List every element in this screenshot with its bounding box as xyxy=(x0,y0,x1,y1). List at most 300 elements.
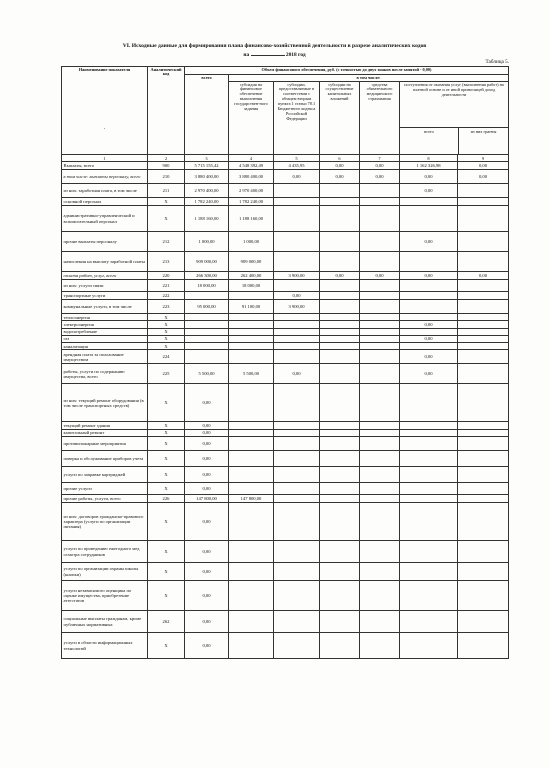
row-label: из них: текущий ремонт оборудования (в том числе транспортных средств) xyxy=(62,384,148,422)
row-value xyxy=(360,198,400,206)
subtitle-year: 2018 год xyxy=(285,52,306,58)
row-value xyxy=(400,429,458,436)
row-value xyxy=(458,503,509,541)
table-row xyxy=(62,280,509,292)
row-code: Х xyxy=(148,429,185,436)
row-value xyxy=(400,581,458,611)
row-value xyxy=(274,198,320,206)
row-value xyxy=(400,422,458,429)
table-row xyxy=(62,252,509,272)
row-value xyxy=(274,563,320,581)
row-value: 5 715 155,42 xyxy=(185,162,229,170)
header-col-6: субсидии на осуществление капитальных вложений xyxy=(320,82,360,155)
row-value xyxy=(320,184,360,198)
row-value xyxy=(458,541,509,563)
row-value xyxy=(274,343,320,350)
row-label: административно-управленческий и вспомогательный персонал xyxy=(62,206,148,232)
row-label: в том числе: выплаты персоналу, всего xyxy=(62,170,148,184)
row-value xyxy=(400,633,458,659)
row-code: 223 xyxy=(148,300,185,314)
row-value: 95 000,00 xyxy=(185,300,229,314)
row-code: 212 xyxy=(148,232,185,252)
row-code: 900 xyxy=(148,162,185,170)
row-value: 0,00 xyxy=(274,170,320,184)
row-label: прочие услуги xyxy=(62,483,148,495)
row-value: 0,00 xyxy=(185,541,229,563)
row-label: социальные выплаты гражданам, кроме публичных нормативных xyxy=(62,611,148,633)
row-value: 18 000,00 xyxy=(229,280,274,292)
row-label: услуги в области информационных технологий xyxy=(62,633,148,659)
row-value xyxy=(320,429,360,436)
row-code: Х xyxy=(148,206,185,232)
row-value xyxy=(320,541,360,563)
row-value xyxy=(400,541,458,563)
row-value xyxy=(400,483,458,495)
row-value xyxy=(274,321,320,328)
row-value xyxy=(229,437,274,451)
row-value xyxy=(274,611,320,633)
row-value xyxy=(320,292,360,300)
row-value: 0,00 xyxy=(185,611,229,633)
row-value xyxy=(360,252,400,272)
column-number-row xyxy=(62,155,509,162)
row-value xyxy=(229,328,274,335)
row-value xyxy=(360,611,400,633)
row-value xyxy=(185,292,229,300)
row-value xyxy=(458,429,509,436)
row-value xyxy=(185,350,229,364)
row-value xyxy=(274,206,320,232)
row-value: 18 000,00 xyxy=(185,280,229,292)
row-value xyxy=(458,252,509,272)
row-value: 0,00 xyxy=(458,170,509,184)
row-value xyxy=(458,335,509,342)
row-value xyxy=(458,467,509,483)
row-value xyxy=(400,437,458,451)
column-number: 9 xyxy=(458,155,509,162)
row-value xyxy=(320,563,360,581)
header-marker: - xyxy=(103,126,106,132)
row-value xyxy=(458,350,509,364)
row-code: 210 xyxy=(148,170,185,184)
row-code: Х xyxy=(148,321,185,328)
row-label: транспортные услуги xyxy=(62,292,148,300)
row-value xyxy=(360,335,400,342)
row-value xyxy=(274,335,320,342)
row-value xyxy=(458,611,509,633)
row-value xyxy=(229,343,274,350)
column-number: 1 xyxy=(62,155,148,162)
row-value xyxy=(360,429,400,436)
row-value xyxy=(400,198,458,206)
row-value xyxy=(360,321,400,328)
column-number: 7 xyxy=(360,155,400,162)
header-col-8-total: всего xyxy=(400,128,459,154)
row-value xyxy=(400,280,458,292)
header-volume: Объем финансового обеспечения, руб. (с точностью до двух знаков после запятой - 0,00) xyxy=(185,67,509,75)
row-value xyxy=(274,350,320,364)
row-value xyxy=(229,314,274,321)
row-label: водопотребление xyxy=(62,328,148,335)
row-value: 0,00 xyxy=(320,272,360,280)
column-number: 3 xyxy=(185,155,229,162)
row-label: прочие выплаты персоналу xyxy=(62,232,148,252)
row-value xyxy=(360,633,400,659)
table-row xyxy=(62,314,509,321)
row-value xyxy=(400,300,458,314)
table-row xyxy=(62,364,509,384)
row-value xyxy=(458,422,509,429)
row-label: Выплаты, всего xyxy=(62,162,148,170)
row-label: работы, услуги по содержанию имущества, всего xyxy=(62,364,148,384)
row-label: основной персонал xyxy=(62,198,148,206)
row-value xyxy=(229,611,274,633)
row-value xyxy=(229,503,274,541)
row-label: поверка и обслуживание приборов учета xyxy=(62,451,148,467)
column-number: 4 xyxy=(229,155,274,162)
row-label: электроэнергия xyxy=(62,321,148,328)
row-value: 0,00 xyxy=(274,292,320,300)
row-value xyxy=(458,437,509,451)
row-value xyxy=(400,503,458,541)
row-value xyxy=(274,437,320,451)
table-row xyxy=(62,563,509,581)
row-code: Х xyxy=(148,437,185,451)
row-code: Х xyxy=(148,328,185,335)
header-col-8-grants: из них гранты xyxy=(470,129,497,134)
row-value xyxy=(458,198,509,206)
row-value xyxy=(360,206,400,232)
row-value xyxy=(400,384,458,422)
row-code: Х xyxy=(148,633,185,659)
row-value xyxy=(229,541,274,563)
row-value xyxy=(400,314,458,321)
row-value: 3 880 400,00 xyxy=(229,170,274,184)
row-value: 0,00 xyxy=(360,272,400,280)
row-value xyxy=(274,503,320,541)
row-value xyxy=(360,483,400,495)
row-value xyxy=(458,343,509,350)
header-col-4: субсидия на финансовое обеспечение выполнения государствен-ного задания xyxy=(229,82,274,155)
row-code: Х xyxy=(148,198,185,206)
row-value xyxy=(274,280,320,292)
row-value xyxy=(229,335,274,342)
row-value xyxy=(458,581,509,611)
row-value xyxy=(360,495,400,503)
table-row xyxy=(62,170,509,184)
row-label: капитальный ремонт xyxy=(62,429,148,436)
row-value: 0,00 xyxy=(400,272,458,280)
table-row xyxy=(62,467,509,483)
row-label: газ xyxy=(62,335,148,342)
table-row xyxy=(62,483,509,495)
row-value xyxy=(458,633,509,659)
row-code: Х xyxy=(148,483,185,495)
row-value: 4 435,95 xyxy=(274,162,320,170)
row-value: 0,00 xyxy=(400,335,458,342)
row-value xyxy=(274,422,320,429)
row-value xyxy=(229,321,274,328)
row-label: коммунальные услуги, в том числе xyxy=(62,300,148,314)
table-row xyxy=(62,343,509,350)
row-value xyxy=(229,350,274,364)
row-code: Х xyxy=(148,541,185,563)
column-number: 5 xyxy=(274,155,320,162)
row-value xyxy=(229,581,274,611)
row-value: 0,00 xyxy=(360,170,400,184)
row-value: 0,00 xyxy=(400,364,458,384)
financial-table xyxy=(61,66,509,659)
row-value xyxy=(458,451,509,467)
row-value: 0,00 xyxy=(400,321,458,328)
row-value xyxy=(400,206,458,232)
row-label: услуги по организации охраны школы (кнопки) xyxy=(62,563,148,581)
row-value xyxy=(320,252,360,272)
row-value xyxy=(458,563,509,581)
table-row xyxy=(62,162,509,170)
table-row xyxy=(62,300,509,314)
table-row xyxy=(62,503,509,541)
row-value xyxy=(360,437,400,451)
row-value xyxy=(185,328,229,335)
row-value xyxy=(320,611,360,633)
row-value xyxy=(320,335,360,342)
row-label: теплоэнергия xyxy=(62,314,148,321)
row-value xyxy=(400,451,458,467)
row-value xyxy=(185,321,229,328)
row-value xyxy=(360,581,400,611)
row-value xyxy=(320,343,360,350)
row-value xyxy=(360,300,400,314)
row-value: 5 500,00 xyxy=(229,364,274,384)
row-value xyxy=(320,280,360,292)
row-value xyxy=(360,184,400,198)
row-value xyxy=(229,633,274,659)
table-row xyxy=(62,350,509,364)
row-code: Х xyxy=(148,451,185,467)
row-value: 0,00 xyxy=(320,170,360,184)
row-code: Х xyxy=(148,467,185,483)
document-title: VI. Исходные данные для формирования плана финансово-хозяйственной деятельности в разрезе аналитических кодов xyxy=(122,43,427,49)
row-code: Х xyxy=(148,422,185,429)
table-row xyxy=(62,451,509,467)
row-value xyxy=(458,321,509,328)
header-col-7: средства обязательного медицинского страхования xyxy=(360,82,400,155)
row-value xyxy=(274,581,320,611)
row-value xyxy=(458,292,509,300)
row-value xyxy=(458,280,509,292)
row-value: 1 000,00 xyxy=(185,232,229,252)
row-value: 0,00 xyxy=(274,364,320,384)
table-body xyxy=(62,162,509,659)
row-code: Х xyxy=(148,314,185,321)
table-row xyxy=(62,429,509,436)
row-value xyxy=(320,232,360,252)
table-row xyxy=(62,335,509,342)
row-label: оплата работ, услуг, всего xyxy=(62,272,148,280)
table-row xyxy=(62,206,509,232)
row-value: 1 000,00 xyxy=(229,232,274,252)
table-row xyxy=(62,232,509,252)
row-value xyxy=(320,198,360,206)
table-row xyxy=(62,321,509,328)
row-value xyxy=(274,252,320,272)
table-row xyxy=(62,581,509,611)
row-value: 0,00 xyxy=(400,184,458,198)
row-label: противопожарные мероприятия xyxy=(62,437,148,451)
row-label: услуги по проведению ежегодного мед осмотра сотрудников xyxy=(62,541,148,563)
row-code: 211 xyxy=(148,184,185,198)
row-value xyxy=(360,280,400,292)
row-value xyxy=(274,495,320,503)
row-value xyxy=(320,633,360,659)
row-value: 0,00 xyxy=(185,467,229,483)
row-value xyxy=(274,633,320,659)
row-code: Х xyxy=(148,563,185,581)
row-value: 4 548 392,49 xyxy=(229,162,274,170)
row-label: из них: договоров гражданско-правового характера (услуги по организации питания) xyxy=(62,503,148,541)
row-value: 0,00 xyxy=(400,350,458,364)
row-value xyxy=(229,429,274,436)
row-value xyxy=(320,206,360,232)
row-value xyxy=(185,335,229,342)
row-value xyxy=(320,451,360,467)
row-value xyxy=(400,467,458,483)
row-value: 2 970 400,00 xyxy=(229,184,274,198)
row-code: Х xyxy=(148,581,185,611)
subtitle-prefix: на xyxy=(243,52,250,58)
row-value: 0,00 xyxy=(185,451,229,467)
table-row xyxy=(62,384,509,422)
row-value: 2 970 400,00 xyxy=(185,184,229,198)
row-value: 91 100,00 xyxy=(229,300,274,314)
row-value: 0,00 xyxy=(360,162,400,170)
row-label: начисления на выплату заработной платы xyxy=(62,252,148,272)
row-value xyxy=(360,232,400,252)
row-value xyxy=(229,563,274,581)
row-code: 226 xyxy=(148,495,185,503)
row-value xyxy=(274,328,320,335)
row-value xyxy=(458,314,509,321)
row-value xyxy=(320,350,360,364)
row-value xyxy=(274,184,320,198)
row-value xyxy=(229,422,274,429)
row-code: 220 xyxy=(148,272,185,280)
row-value: 0,00 xyxy=(185,503,229,541)
row-value xyxy=(458,328,509,335)
table-row xyxy=(62,198,509,206)
column-number: 6 xyxy=(320,155,360,162)
row-value: 3 880 400,00 xyxy=(185,170,229,184)
table-row xyxy=(62,328,509,335)
row-code: Х xyxy=(148,335,185,342)
row-value xyxy=(360,328,400,335)
row-value xyxy=(400,252,458,272)
table-row xyxy=(62,495,509,503)
row-value: 1 782 240,00 xyxy=(229,198,274,206)
row-value xyxy=(458,232,509,252)
row-value xyxy=(400,611,458,633)
row-value xyxy=(360,292,400,300)
row-code: Х xyxy=(148,343,185,350)
row-value: 0,00 xyxy=(185,563,229,581)
header-col-8: поступления от оказания услуг (выполнения работ) на платной основе и от иной приносящей доход деятельности всего из них гранты xyxy=(400,82,509,155)
header-code: Аналитический код xyxy=(148,67,185,155)
row-value xyxy=(400,292,458,300)
table-number: Таблица 5. xyxy=(485,59,509,65)
table-row xyxy=(62,611,509,633)
row-label: прочие работы, услуги, всего xyxy=(62,495,148,503)
row-value xyxy=(274,541,320,563)
row-value: 0,00 xyxy=(320,162,360,170)
row-value xyxy=(458,483,509,495)
row-value xyxy=(360,563,400,581)
row-value: 1 782 240,00 xyxy=(185,198,229,206)
row-value: 266 300,00 xyxy=(185,272,229,280)
row-value: 0,00 xyxy=(458,272,509,280)
row-value xyxy=(360,350,400,364)
row-value xyxy=(360,451,400,467)
header-name: Наименование показателя - xyxy=(62,67,148,155)
row-label: услуги независимого оценщика по оценке имущества, приобретение аттестатов xyxy=(62,581,148,611)
row-value: 0,00 xyxy=(458,162,509,170)
row-value xyxy=(229,292,274,300)
row-value xyxy=(274,314,320,321)
row-value xyxy=(274,384,320,422)
row-value xyxy=(274,429,320,436)
row-code: 222 xyxy=(148,292,185,300)
row-value xyxy=(320,422,360,429)
row-value xyxy=(274,451,320,467)
row-value xyxy=(320,300,360,314)
row-value xyxy=(400,328,458,335)
row-value: 0,00 xyxy=(400,170,458,184)
row-value xyxy=(320,495,360,503)
table-row xyxy=(62,422,509,429)
row-label: из них: услуги связи xyxy=(62,280,148,292)
row-value xyxy=(458,495,509,503)
row-value xyxy=(320,314,360,321)
row-code: 221 xyxy=(148,280,185,292)
row-value: 0,00 xyxy=(185,429,229,436)
row-value xyxy=(229,467,274,483)
row-value: 0,00 xyxy=(185,633,229,659)
header-col-5: субсидии, предоставляемые в соответствии с абзацем вторым пункта 1 статьи 78.1 Бюджетного кодекса Российской Федерации xyxy=(274,82,320,155)
row-value xyxy=(185,314,229,321)
table-row xyxy=(62,292,509,300)
header-total: всего xyxy=(185,75,229,155)
column-number: 2 xyxy=(148,155,185,162)
table-row xyxy=(62,184,509,198)
row-value xyxy=(320,467,360,483)
row-value: 0,00 xyxy=(185,422,229,429)
row-value xyxy=(458,300,509,314)
row-value xyxy=(360,503,400,541)
row-value: 5 500,00 xyxy=(185,364,229,384)
row-label: арендная плата за пользование имуществом xyxy=(62,350,148,364)
row-value: 0,00 xyxy=(400,232,458,252)
row-value xyxy=(229,483,274,495)
row-value xyxy=(274,483,320,495)
table-row xyxy=(62,541,509,563)
row-value xyxy=(320,321,360,328)
row-value: 909 000,00 xyxy=(229,252,274,272)
table-row xyxy=(62,272,509,280)
row-value xyxy=(360,467,400,483)
row-value xyxy=(229,451,274,467)
row-value xyxy=(320,328,360,335)
row-label: услуги по заправке картриджей xyxy=(62,467,148,483)
